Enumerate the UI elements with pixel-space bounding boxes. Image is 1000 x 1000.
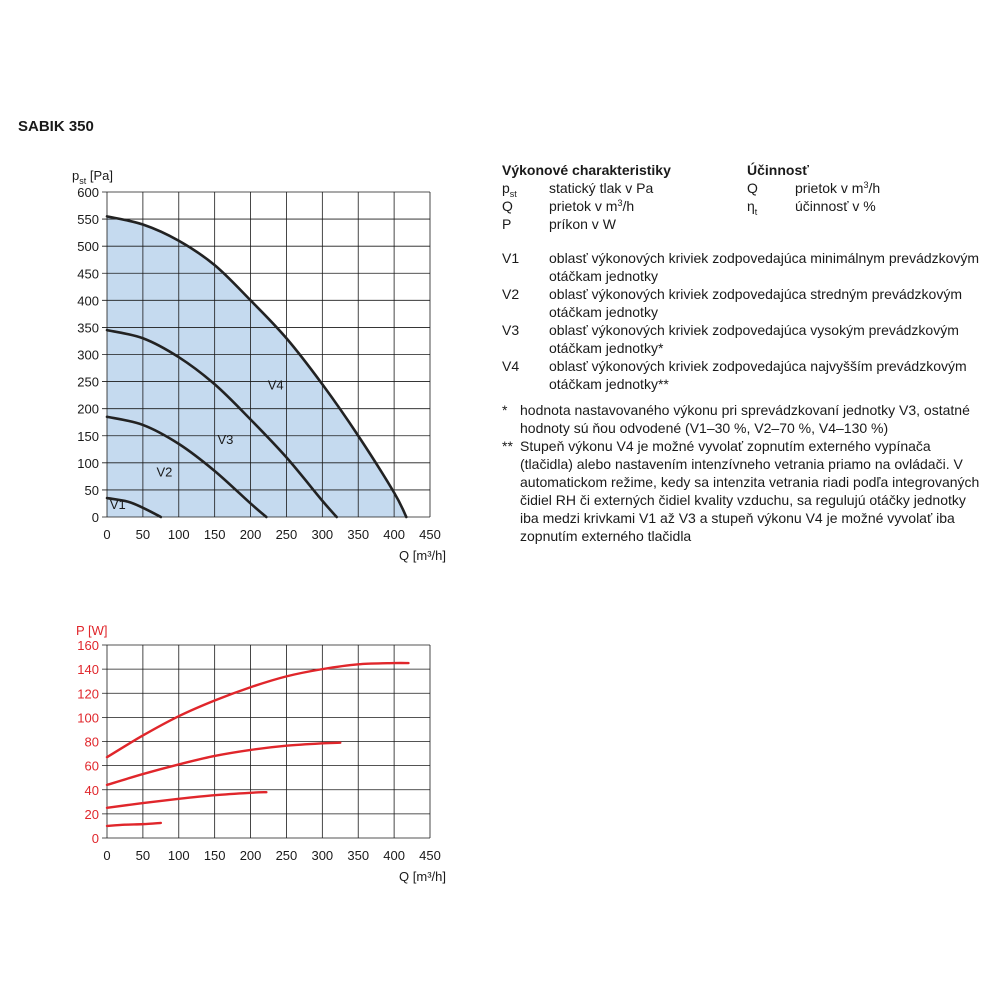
x-tick-label: 250 <box>275 527 298 542</box>
eff-q-symbol: Q <box>747 180 758 196</box>
x-axis-label: Q [m³/h] <box>399 548 446 563</box>
p-symbol: P <box>502 216 512 232</box>
note-item <box>502 401 982 437</box>
x-tick-label: 200 <box>239 527 262 542</box>
y-axis-label: P [W] <box>76 623 108 638</box>
legend-header-row <box>502 161 982 179</box>
y-axis-label: $p_{st}$ [Pa] <box>72 168 113 186</box>
y-tick-label: 550 <box>77 212 99 228</box>
series-line-v3 <box>107 743 340 785</box>
x-tick-label: 350 <box>347 527 370 542</box>
x-tick-label: 150 <box>203 527 226 542</box>
v-key: V2 <box>502 286 520 302</box>
pst-main: p <box>502 180 510 196</box>
x-tick-label: 450 <box>419 527 441 542</box>
series-label: V1 <box>109 496 126 512</box>
x-tick-label: 250 <box>275 848 298 863</box>
v-key: V1 <box>502 250 520 266</box>
v-text: oblasť výkonových kriviek zodpovedajúca najvyšším prevádzkovým otáčkam jednotky** <box>549 358 967 392</box>
note-text: hodnota nastavovaného výkonu pri sprevádzkovaní jednotky V3, ostatné hodnoty sú ňou odvodené (V1–30 %, V2–70 %, V4–130 %) <box>520 402 970 436</box>
x-tick-label: 450 <box>419 848 441 863</box>
series-line-v4 <box>107 663 408 757</box>
y-tick-label: 250 <box>77 374 99 390</box>
v-text: oblasť výkonových kriviek zodpovedajúca minimálnym prevádzkovým otáčkam jednotky <box>549 250 980 284</box>
x-tick-label: 0 <box>103 527 111 542</box>
perf-title: Výkonové charakteristiky <box>502 162 671 178</box>
x-tick-label: 400 <box>383 527 405 542</box>
eff-title: Účinnosť <box>747 162 809 178</box>
y-tick-label: 40 <box>84 782 99 798</box>
series-line-v1 <box>107 823 161 826</box>
eta-sub: t <box>754 207 758 217</box>
note-key: * <box>502 402 508 418</box>
v-text: oblasť výkonových kriviek zodpovedajúca vysokým prevádzkovým otáčkam jednotky* <box>549 322 959 356</box>
x-tick-label: 200 <box>239 848 262 863</box>
v-item <box>502 285 982 321</box>
q-exp: 3 <box>617 198 623 208</box>
note-text: Stupeň výkonu V4 je možné vyvolať zopnutím externého vypínača (tlačidla) alebo nastavením intenzívneho vetrania priamo na ovládači. V automatickom režime, kedy sa intenzita vetrania riadi podľa integrovaných čidiel RH či externých čidiel kvality vzduchu, sa regulujú otáčky jednotky iba medzi krivkami V1 až V3 a stupeň výkonu V4 je možné vyvolať iba zopnutím externého tlačidla <box>520 438 980 544</box>
y-tick-label: 300 <box>77 347 99 363</box>
eff-q-end: /h <box>868 180 881 196</box>
v-key: V4 <box>502 358 520 374</box>
q-desc-text: prietok v m <box>549 198 618 214</box>
y-tick-label: 60 <box>84 758 99 774</box>
v-item <box>502 321 982 357</box>
v-text: oblasť výkonových kriviek zodpovedajúca stredným prevádzkovým otáčkam jednotky <box>549 286 962 320</box>
y-tick-label: 450 <box>77 266 99 282</box>
y-tick-label: 20 <box>84 806 99 822</box>
legend-panel <box>502 161 982 545</box>
x-tick-label: 300 <box>311 527 334 542</box>
p-desc: príkon v W <box>549 216 616 232</box>
eff-q-exp: 3 <box>863 180 869 190</box>
pst-sub: st <box>509 189 517 199</box>
y-tick-label: 100 <box>77 455 99 471</box>
legend-row-p <box>502 215 982 233</box>
product-title: SABIK 350 <box>18 118 94 135</box>
v-key: V3 <box>502 322 520 338</box>
eff-q-desc-text: prietok v m <box>795 180 864 196</box>
y-tick-label: 100 <box>77 710 99 726</box>
v-item <box>502 249 982 285</box>
y-tick-label: 0 <box>91 510 99 525</box>
series-label: V2 <box>156 464 173 480</box>
series-label: V4 <box>267 377 284 393</box>
y-tick-label: 600 <box>77 185 99 200</box>
y-tick-label: 400 <box>77 293 99 309</box>
y-tick-label: 0 <box>91 831 99 846</box>
x-tick-label: 0 <box>103 848 111 863</box>
x-tick-label: 50 <box>135 848 151 863</box>
y-tick-label: 80 <box>84 734 99 750</box>
x-tick-label: 150 <box>203 848 226 863</box>
legend-row-pst <box>502 179 982 197</box>
y-tick-label: 150 <box>77 428 99 444</box>
q-end: /h <box>622 198 635 214</box>
eff-q-desc <box>795 179 880 199</box>
eta-desc: účinnosť v % <box>795 198 876 214</box>
note-key: ** <box>502 438 513 454</box>
y-tick-label: 50 <box>84 482 99 498</box>
x-tick-label: 50 <box>135 527 151 542</box>
q-symbol: Q <box>502 198 513 214</box>
eta-main: η <box>747 198 755 214</box>
v-item <box>502 357 982 393</box>
pst-symbol <box>502 179 517 199</box>
y-tick-label: 500 <box>77 239 99 255</box>
x-tick-label: 300 <box>311 848 334 863</box>
x-tick-label: 350 <box>347 848 370 863</box>
notes <box>502 401 982 545</box>
eta-symbol <box>747 197 757 217</box>
x-tick-label: 100 <box>167 848 190 863</box>
x-axis-label: Q [m³/h] <box>399 869 446 884</box>
y-tick-label: 140 <box>77 662 99 678</box>
y-tick-label: 200 <box>77 401 99 417</box>
q-desc <box>549 197 634 217</box>
y-tick-label: 160 <box>77 638 99 653</box>
x-tick-label: 400 <box>383 848 405 863</box>
y-tick-label: 350 <box>77 320 99 336</box>
series-line-v2 <box>107 792 266 808</box>
pst-desc: statický tlak v Pa <box>549 180 654 196</box>
x-tick-label: 100 <box>167 527 190 542</box>
note-item <box>502 437 982 545</box>
v-items <box>502 249 982 393</box>
series-label: V3 <box>217 431 234 447</box>
y-tick-label: 120 <box>77 686 99 702</box>
legend-row-q <box>502 197 982 215</box>
